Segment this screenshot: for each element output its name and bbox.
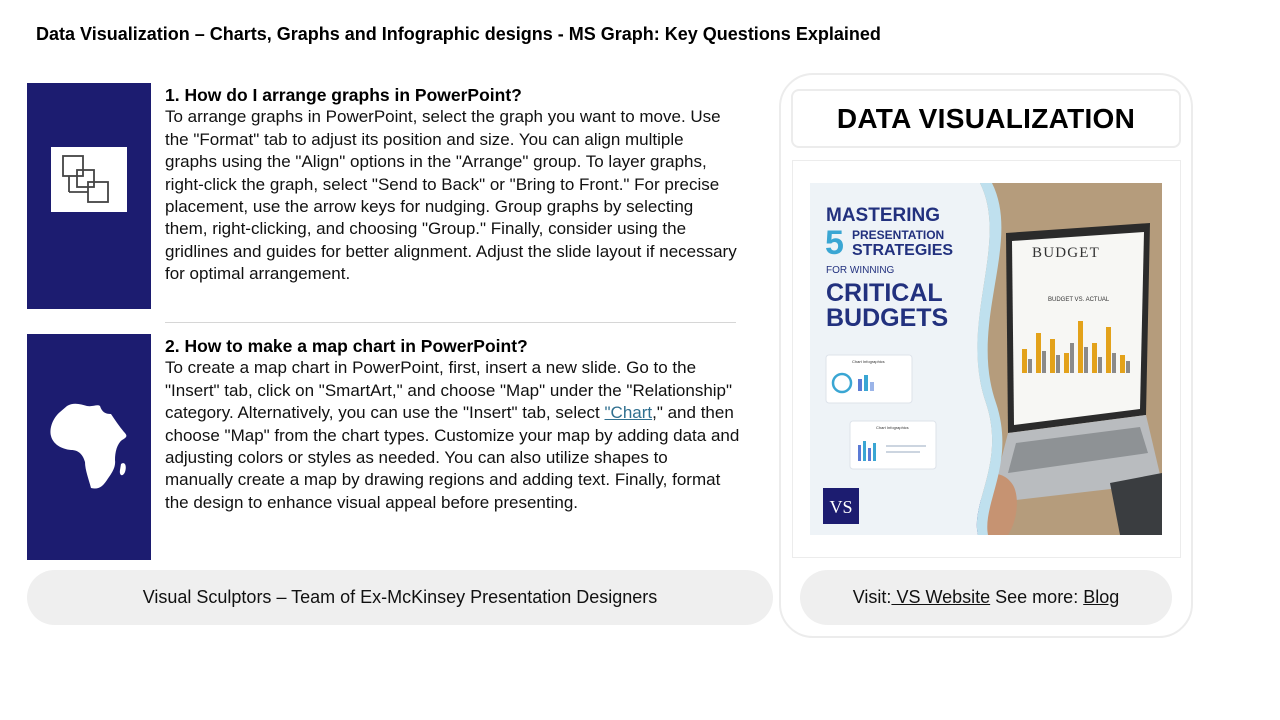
laptop-bar	[1098, 357, 1102, 373]
arrange-icon-tile	[51, 147, 127, 212]
vs-website-link[interactable]: VS Website	[891, 587, 991, 607]
laptop-bar	[1120, 355, 1125, 373]
headline-strategies: STRATEGIES	[852, 242, 954, 259]
arrange-squares-icon	[51, 147, 127, 212]
laptop-bar	[1028, 359, 1032, 373]
question-2	[165, 335, 740, 514]
laptop-bar	[1070, 343, 1074, 373]
laptop-bar	[1112, 353, 1116, 373]
answer-text: To create a map chart in PowerPoint, first, insert a new slide. Go to the "Insert" tab, click on "SmartArt," and choose "Map" under the "Relationship" category. Alternatively, you can use the "Insert" tab, select	[165, 358, 733, 423]
mini-bar	[873, 443, 876, 461]
laptop-bar	[1078, 321, 1083, 373]
question-2-answer	[165, 357, 740, 514]
company-tagline: Visual Sculptors – Team of Ex-McKinsey Presentation Designers	[27, 570, 773, 625]
mini-bar	[868, 448, 871, 461]
laptop-chart-title: BUDGET VS. ACTUAL	[1048, 297, 1110, 303]
chart-link[interactable]: "Chart	[604, 403, 653, 423]
laptop-bar	[1092, 343, 1097, 373]
mini-bar	[863, 441, 866, 461]
visit-label: Visit:	[852, 587, 892, 607]
mini-card-1-title: Chart Infographics	[852, 359, 885, 364]
headline-presentation: PRESENTATION	[852, 228, 945, 242]
mini-bar	[870, 382, 874, 391]
mini-bar	[864, 375, 868, 391]
laptop-bar	[1022, 349, 1027, 373]
headline-number: 5	[825, 224, 844, 262]
question-1	[165, 84, 740, 286]
laptop-bar	[1126, 361, 1130, 373]
card-title: DATA VISUALIZATION	[791, 89, 1181, 148]
laptop-bar	[1056, 355, 1060, 373]
mini-bar	[858, 445, 861, 461]
visit-links	[800, 570, 1172, 625]
answer-text-continued: ," and then choose "Map" from the chart types. Customize your map by adding data and adjusting colors or styles as needed. You can also utilize shapes to manually create a map by drawing regions and adding text. Finally, format the design to enhance visual appeal before presenting.	[165, 403, 740, 512]
vs-logo-text: VS	[829, 497, 853, 517]
see-more-label: See more:	[990, 587, 1084, 607]
africa-map-icon	[27, 334, 151, 560]
page-title: Data Visualization – Charts, Graphs and Infographic designs - MS Graph: Key Questions Explained	[36, 24, 881, 44]
promo-thumbnail-art	[810, 183, 1162, 535]
laptop-bar	[1042, 351, 1046, 373]
arrange-icon-panel	[27, 83, 151, 309]
mini-line	[886, 445, 926, 447]
mini-line	[886, 451, 920, 453]
laptop-bar	[1084, 347, 1088, 373]
laptop-heading: BUDGET	[1032, 245, 1101, 261]
mini-card-2-title: Chart Infographics	[876, 425, 909, 430]
question-1-answer: To arrange graphs in PowerPoint, select the graph you want to move. Use the "Format" tab to adjust its position and size. You can align multiple graphs using the "Align" options in the "Arrange" group. To layer graphs, right-click the graph, select "Send to Back" or "Bring to Front." For precise placement, use the arrow keys for nudging. Group graphs by selecting them, right-clicking, and choosing "Group." Finally, consider using the gridlines and guides for better alignment. Adjust the slide layout if necessary for optimal arrangement.	[165, 107, 737, 284]
question-1-title: 1. How do I arrange graphs in PowerPoint?	[165, 85, 522, 105]
mini-bar	[858, 379, 862, 391]
headline-budgets: BUDGETS	[826, 304, 949, 332]
headline-critical: CRITICAL	[826, 279, 943, 307]
map-icon-panel	[27, 334, 151, 560]
blog-link[interactable]: Blog	[1083, 587, 1120, 607]
laptop-bar	[1106, 327, 1111, 373]
section-divider	[165, 322, 736, 323]
laptop-bar	[1050, 339, 1055, 373]
promo-thumbnail[interactable]	[810, 183, 1162, 535]
headline-mastering: MASTERING	[826, 205, 940, 226]
laptop-bar	[1036, 333, 1041, 373]
laptop-bar	[1064, 353, 1069, 373]
headline-for-winning: FOR WINNING	[826, 265, 895, 276]
question-2-title: 2. How to make a map chart in PowerPoint?	[165, 336, 528, 356]
